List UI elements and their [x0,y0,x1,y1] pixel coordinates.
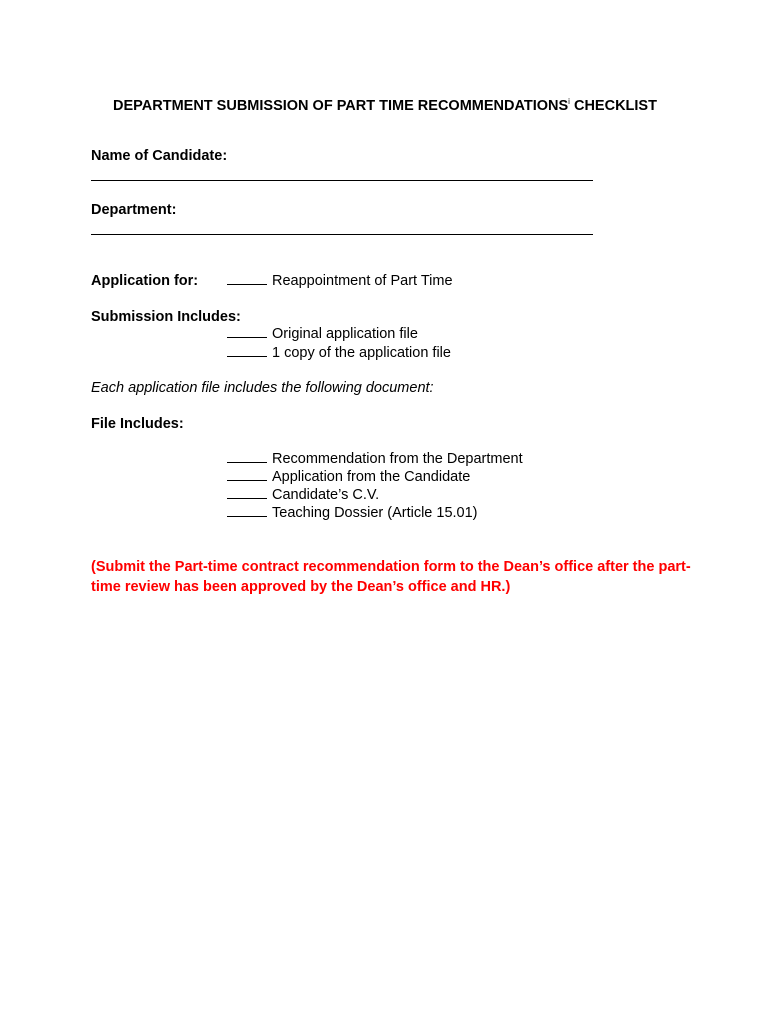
file-item [227,450,523,468]
application-option [227,272,453,290]
checkbox-blank [227,344,267,357]
file-item [227,468,470,486]
file-item-label: Application from the Candidate [272,469,471,485]
application-for-label: Application for: [91,273,199,289]
document-title [0,93,770,115]
name-of-candidate-line [91,180,593,181]
submission-item [227,325,418,343]
checkbox-blank [227,504,267,517]
name-of-candidate-label: Name of Candidate: [91,148,228,164]
file-item [227,486,379,504]
checkbox-blank [227,325,267,338]
file-item-label: Candidate’s C.V. [272,487,380,503]
file-includes-label: File Includes: [91,416,184,432]
application-file-note: Each application file includes the following document: [91,380,434,396]
department-line [91,234,593,235]
checkbox-blank [227,468,267,481]
submission-item-label: 1 copy of the application file [272,345,451,361]
checkbox-blank [227,450,267,463]
title-suffix: CHECKLIST [569,98,657,114]
checkbox-blank [227,486,267,499]
application-option-label: Reappointment of Part Time [272,273,453,289]
submission-item [227,344,451,362]
checkbox-blank [227,272,267,285]
submission-includes-label: Submission Includes: [91,309,241,325]
submission-instruction: (Submit the Part-time contract recommendation form to the Dean’s office after the part-time review has been approved by the Dean’s office and HR.) [91,559,691,595]
department-label: Department: [91,202,177,218]
file-item [227,504,478,522]
file-item-label: Recommendation from the Department [272,451,523,467]
submission-item-label: Original application file [272,326,418,342]
file-item-label: Teaching Dossier (Article 15.01) [272,505,478,521]
title-main: DEPARTMENT SUBMISSION OF PART TIME RECOMMENDATIONS [113,98,569,114]
title-footnote-marker: i [568,97,570,106]
